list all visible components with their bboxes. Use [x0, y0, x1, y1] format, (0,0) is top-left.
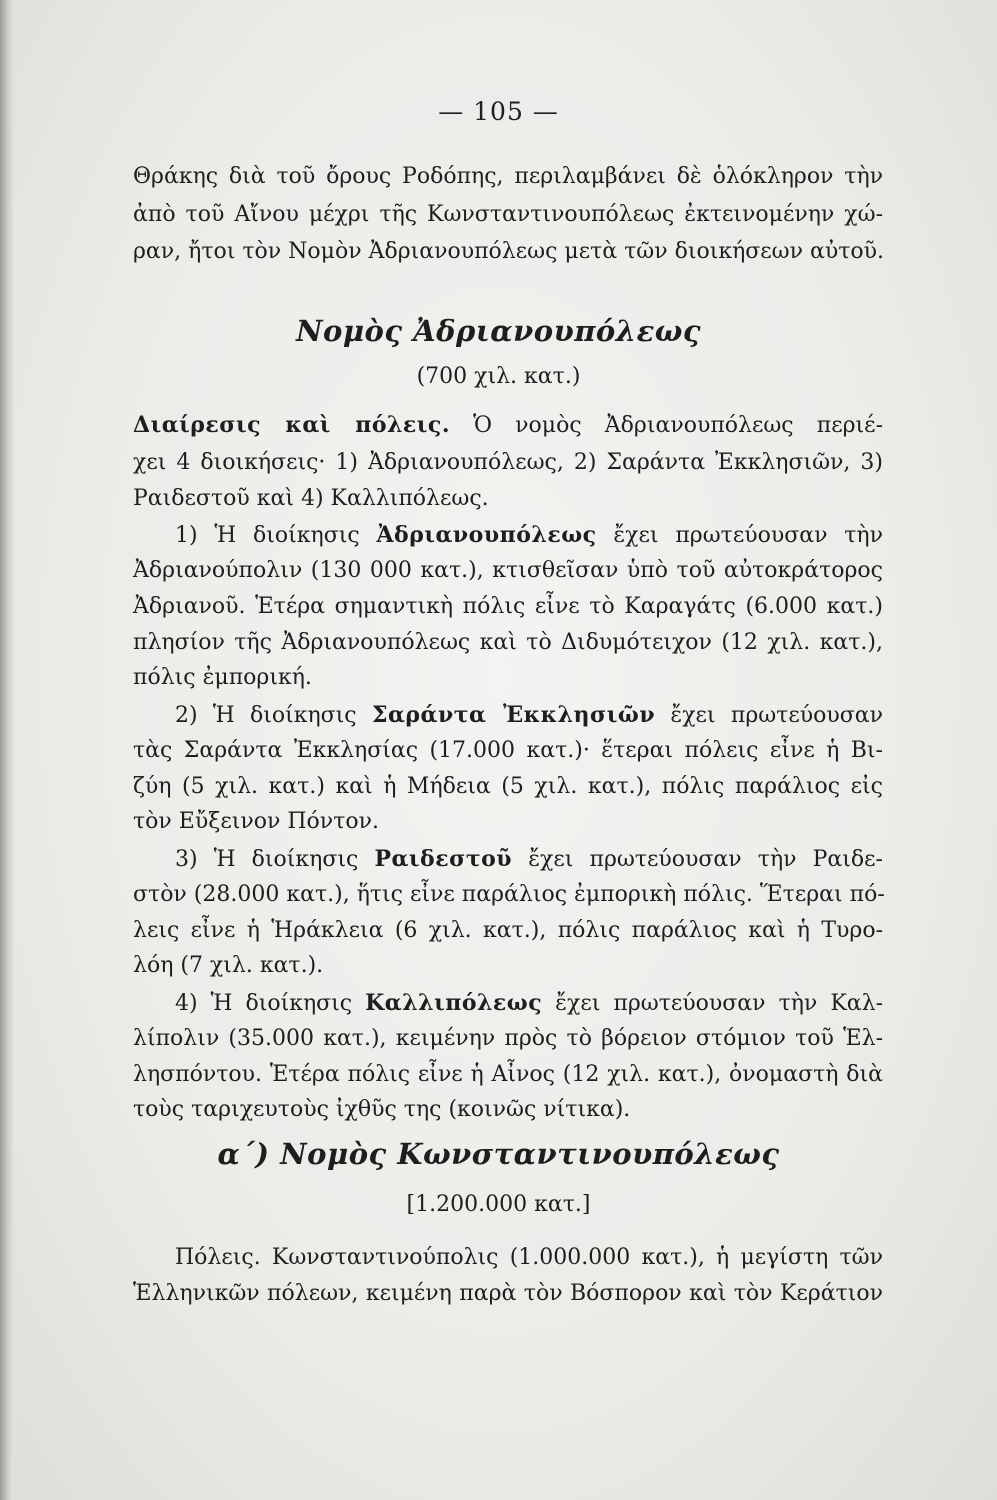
text-line: ζύη (5 χιλ. κατ.) καὶ ἡ Μήδεια (5 χιλ. κατ.), πόλις παράλιος εἰς — [133, 774, 883, 799]
text-span: 3) Ἡ διοίκησις — [175, 847, 375, 872]
district-name-adrianople: Ἀδριανουπόλεως — [376, 522, 597, 548]
text-line: ἀπὸ τοῦ Αἴνου μέχρι τῆς Κωνσταντινουπόλεως ἐκτεινομένην χώ- — [133, 202, 883, 227]
text-line — [133, 988, 883, 1018]
section-title-constantinople: α΄) Νομὸς Κωνσταντινουπόλεως — [217, 1137, 780, 1171]
text-line: τὸν Εὔξεινον Πόντον. — [133, 809, 379, 834]
text-line: Ἀδριανούπολιν (130 000 κατ.), κτισθεῖσαν ὑπὸ τοῦ αὐτοκράτορος — [133, 558, 883, 583]
text-line: Ραιδεστοῦ καὶ 4) Καλλιπόλεως. — [133, 486, 489, 511]
text-span: 2) Ἡ διοίκησις — [175, 703, 372, 728]
subheading-divisions: Διαίρεσις καὶ πόλεις. — [133, 412, 450, 438]
text-line: τὰς Σαράντα Ἐκκλησίας (17.000 κατ.)· ἕτεραι πόλεις εἶνε ἡ Βι- — [133, 738, 883, 763]
text-line: χει 4 διοικήσεις· 1) Ἀδριανουπόλεως, 2) Σαράντα Ἐκκλησιῶν, 3) — [133, 450, 883, 475]
text-line: λησπόντου. Ἑτέρα πόλις εἶνε ἡ Αἶνος (12 χιλ. κατ.), ὀνομαστὴ διὰ — [133, 1062, 883, 1087]
section-area-adrianople: (700 χιλ. κατ.) — [416, 364, 581, 389]
section-title-adrianople: Νομὸς Ἀδριανουπόλεως — [295, 314, 702, 348]
text-line — [133, 520, 883, 550]
text-span: ἔχει πρωτεύουσαν τὴν Ραιδε- — [512, 847, 883, 872]
text-line: στὸν (28.000 κατ.), ἥτις εἶνε παράλιος ἐμπορικὴ πόλις. Ἕτεραι πό- — [133, 882, 885, 907]
district-name-raidestos: Ραιδεστοῦ — [374, 846, 513, 872]
text-line: Ἑλληνικῶν πόλεων, κειμένη παρὰ τὸν Βόσπορον καὶ τὸν Κεράτιον — [133, 1281, 883, 1306]
text-line: λίπολιν (35.000 κατ.), κειμένην πρὸς τὸ βόρειον στόμιον τοῦ Ἑλ- — [133, 1026, 883, 1051]
text-line — [133, 844, 883, 874]
text-line: τοὺς ταριχευτοὺς ἰχθῦς της (κοινῶς νίτικα). — [133, 1097, 631, 1122]
text-line: πλησίον τῆς Ἀδριανουπόλεως καὶ τὸ Διδυμότειχον (12 χιλ. κατ.), — [133, 630, 883, 655]
text-line: Ἀδριανοῦ. Ἑτέρα σημαντικὴ πόλις εἶνε τὸ Καραγάτς (6.000 κατ.) — [133, 594, 883, 619]
text-span: Ὁ νομὸς Ἀδριανουπόλεως περιέ- — [450, 413, 883, 438]
text-line: Πόλεις. Κωνσταντινούπολις (1.000.000 κατ.), ἡ μεγίστη τῶν — [175, 1245, 883, 1270]
text-line: πόλις ἐμπορική. — [133, 665, 312, 690]
text-span: ἔχει πρωτεύουσαν τὴν — [596, 523, 883, 548]
text-line: λεις εἶνε ἡ Ἡράκλεια (6 χιλ. κατ.), πόλις παράλιος καὶ ἡ Τυρο- — [133, 918, 883, 943]
page-number: — 105 — — [438, 97, 559, 126]
text-line: Θράκης διὰ τοῦ ὄρους Ροδόπης, περιλαμβάνει δὲ ὁλόκληρον τὴν — [133, 164, 883, 189]
district-name-kallipolis: Καλλιπόλεως — [365, 990, 543, 1016]
text-span: 4) Ἡ διοίκησις — [175, 991, 366, 1016]
book-spine-shadow — [0, 0, 14, 1500]
text-line: λόη (7 χιλ. κατ.). — [133, 953, 324, 978]
text-span: 1) Ἡ διοίκησις — [175, 523, 377, 548]
text-line — [133, 410, 883, 440]
text-span: ἔχει πρωτεύουσαν — [655, 703, 883, 728]
section-area-constantinople: [1.200.000 κατ.] — [406, 1192, 591, 1217]
district-name-saranta: Σαράντα Ἐκκλησιῶν — [371, 702, 656, 728]
text-span: ἔχει πρωτεύουσαν τὴν Καλ- — [542, 991, 883, 1016]
text-line: ραν, ἤτοι τὸν Νομὸν Ἀδριανουπόλεως μετὰ τῶν διοικήσεων αὐτοῦ. — [133, 239, 884, 264]
text-line — [133, 700, 883, 730]
